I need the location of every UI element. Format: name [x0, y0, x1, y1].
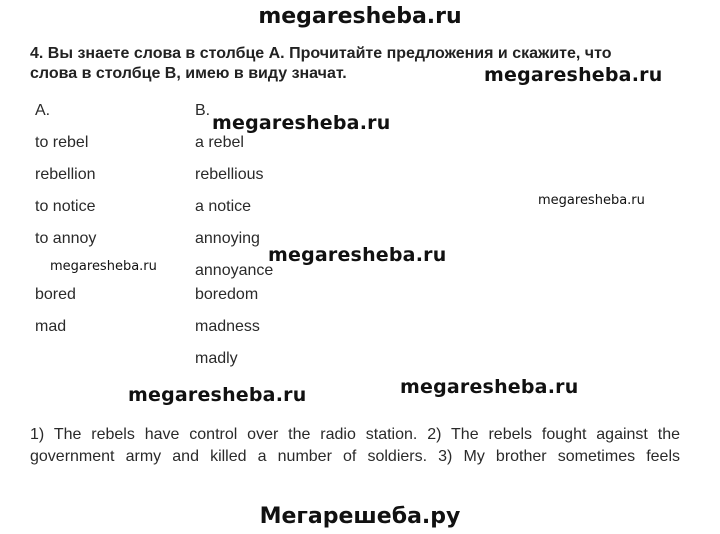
watermark: megaresheba.ru — [268, 244, 447, 266]
column-b-word: rebellious — [195, 166, 264, 183]
column-a-word: bored — [35, 286, 76, 303]
column-a-word: rebellion — [35, 166, 96, 183]
watermark: megaresheba.ru — [212, 112, 391, 134]
column-a-header: A. — [35, 102, 51, 119]
site-title: megaresheba.ru — [258, 4, 462, 29]
column-a-word: to notice — [35, 198, 96, 215]
paragraph-line-2: government army and killed a number of soldiers. 3) My brother sometimes feels — [30, 448, 680, 465]
footer-site-name: Мегарешеба.ру — [259, 504, 461, 529]
column-b-word: a rebel — [195, 134, 244, 151]
task-line-1: 4. Вы знаете слова в столбце А. Прочитайте предложения и скажите, что — [30, 45, 612, 62]
column-a-word: to rebel — [35, 134, 89, 151]
watermark: megaresheba.ru — [484, 64, 663, 86]
column-b-header: B. — [195, 102, 211, 119]
watermark: megaresheba.ru — [128, 384, 307, 406]
column-b-word: annoying — [195, 230, 260, 247]
column-a-word: to annoy — [35, 230, 97, 247]
watermark: megaresheba.ru — [400, 376, 579, 398]
exercise-paragraph — [30, 424, 680, 468]
column-a-word: mad — [35, 318, 67, 335]
paragraph-line-1: 1) The rebels have control over the radio station. 2) The rebels fought against the — [30, 426, 680, 443]
task-line-2: слова в столбце В, имею в виду значат. — [30, 65, 347, 82]
column-b-word: annoyance — [195, 262, 274, 279]
watermark: megaresheba.ru — [50, 259, 157, 274]
column-b-word: madly — [195, 350, 238, 367]
watermark: megaresheba.ru — [538, 193, 645, 208]
column-b-word: a notice — [195, 198, 252, 215]
column-b-word: madness — [195, 318, 260, 335]
column-b-word: boredom — [195, 286, 259, 303]
